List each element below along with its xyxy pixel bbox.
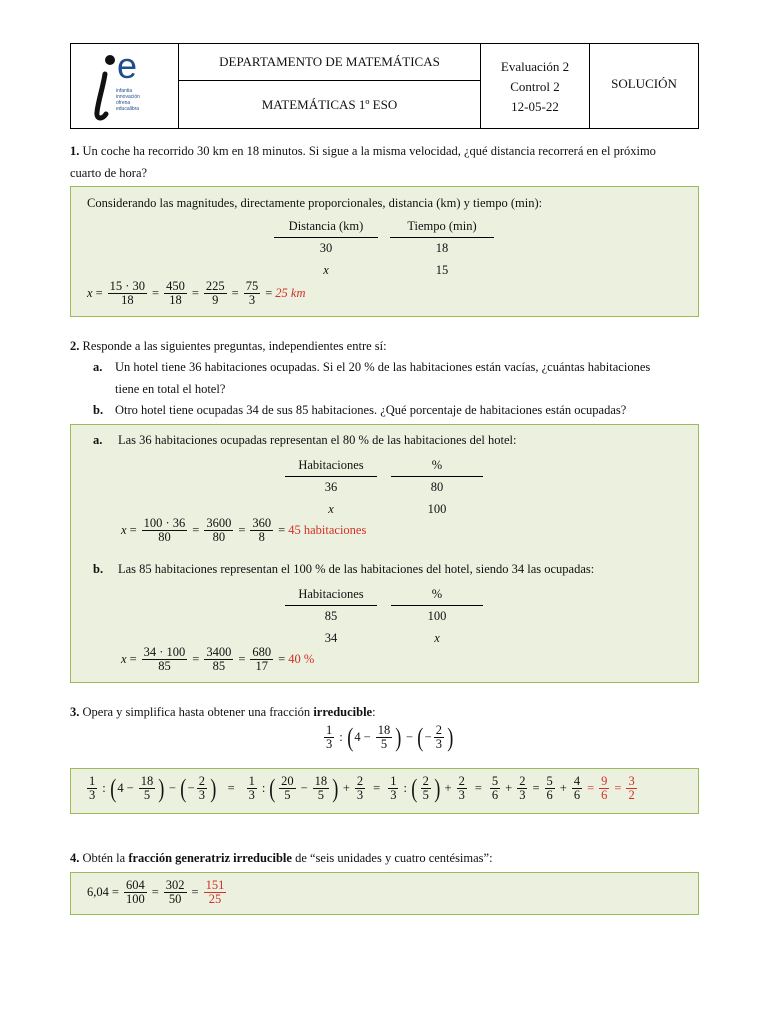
answer-box-1: Considerando las magnitudes, directamente proporcionales, distancia (km) y tiempo (min): Distancia (km) Tiempo (min) 30 18 x 15 x = $\frac{15 \cdot 30}{18}$ = $\frac{450}{18}$ = $\frac{225}{9}$ = $\frac{75}{3}$ = 25 km — [70, 186, 699, 317]
solution-3: 1 3 : ( 4 − $\frac{18}{5}$ ) − ( − $\frac{2}{3}$ ) = $\frac{1}{3}$ : ( 20 5 − $\frac{18}{5}$ ) + $\frac{2}{3}$ = $\frac{1}{3}$ : ( 2 5 ) + $\frac{2}{3}$ = $\frac{5}{6}$ + $\frac{2}{3}$ = $\frac{5}{6}$ + $\frac{4}{6}$ = $\frac{9}{6}$ = $\frac{3}{2}$ — [89, 773, 635, 803]
result-3b: $\frac{3}{2}$ — [628, 774, 635, 802]
equation-1: x = $\frac{15 \cdot 30}{18}$ = $\frac{450}{18}$ = $\frac{225}{9}$ = $\frac{75}{3}$ = 25 km — [87, 279, 306, 307]
question-1: 1. Un coche ha recorrido 30 km en 18 minutos. Si sigue a la misma velocidad, ¿qué distancia recorrerá en el próximo cuarto de hora? — [70, 144, 656, 180]
logo-text: infantia innovación ofrena educalibra — [116, 88, 140, 112]
answer-box-3 — [70, 768, 699, 814]
solution-label: SOLUCIÓN — [611, 76, 677, 91]
solution-cell — [590, 44, 698, 129]
logo — [71, 44, 179, 129]
answer-box-2: a. Las 36 habitaciones ocupadas representan el 80 % de las habitaciones del hotel: Habitaciones % 36 80 x 100 x = $\frac{100 \cdot 36}{80}$ = $\frac{3600}{80}$ = $\frac{360}{8}$ = 45 habitaciones b. Las 85 habitaciones representan el 100 % de las habitaciones del hotel, siendo 34 las ocupadas: Habitaciones % 85 100 34 x x = $\frac{34 \cdot 100}{85}$ = $\frac{3400}{85}$ = $\frac{680}{17}$ = 40 % — [70, 424, 699, 683]
equation-2b: x = $\frac{34 \cdot 100}{85}$ = $\frac{3400}{85}$ = $\frac{680}{17}$ = 40 % — [121, 645, 315, 673]
logo-e: e — [117, 45, 138, 86]
header-table — [70, 43, 699, 129]
answer-2b-text: b. Las 85 habitaciones representan el 100 % de las habitaciones del hotel, siendo 34 las ocupadas: — [93, 562, 595, 576]
answer-2a-text: a. Las 36 habitaciones ocupadas representan el 80 % de las habitaciones del hotel: — [93, 433, 517, 447]
evaluation-cell — [481, 44, 590, 129]
subject-name: MATEMÁTICAS 1º ESO — [261, 97, 398, 112]
expression-3: 1 3 : ( 4 − $\frac{18}{5}$ ) − ( − $\frac{2}{3}$ ) — [326, 722, 454, 752]
control: Control 2 — [510, 78, 560, 94]
result-2a: 45 habitaciones — [288, 523, 367, 537]
question-2b: b. Otro hotel tiene ocupadas 34 de sus 85 habitaciones. ¿Qué porcentaje de habitaciones están ocupadas? — [93, 403, 627, 417]
answer-box-4 — [70, 872, 699, 915]
result-4: $\frac{151}{25}$ — [205, 878, 225, 906]
evaluation: Evaluación 2 — [500, 58, 570, 74]
question-2: 2. Responde a las siguientes preguntas, independientes entre sí: — [70, 339, 387, 353]
equation-4: 6,04 = $\frac{604}{100}$ = $\frac{302}{50}$ = $\frac{151}{25}$ — [87, 878, 225, 906]
question-2a: a. Un hotel tiene 36 habitaciones ocupadas. Si el 20 % de las habitaciones están vacías, ¿cuántas habitaciones tiene en total el hotel? — [93, 360, 651, 396]
result-3a: $\frac{9}{6}$ — [601, 774, 608, 802]
question-3: 3. Opera y simplifica hasta obtener una fracción irreducible: — [70, 705, 376, 719]
equation-2a: x = $\frac{100 \cdot 36}{80}$ = $\frac{3600}{80}$ = $\frac{360}{8}$ = 45 habitaciones — [121, 516, 367, 544]
department-name: DEPARTAMENTO DE MATEMÁTICAS — [179, 44, 480, 81]
answer-1-intro: Considerando las magnitudes, directamente proporcionales, distancia (km) y tiempo (min): — [87, 196, 543, 210]
result-2b: 40 % — [288, 652, 315, 666]
department-cell — [179, 44, 481, 129]
result-1: 25 km — [275, 286, 306, 300]
date: 12-05-22 — [511, 98, 559, 114]
question-4: 4. Obtén la fracción generatriz irreducible de “seis unidades y cuatro centésimas”: — [70, 851, 493, 865]
